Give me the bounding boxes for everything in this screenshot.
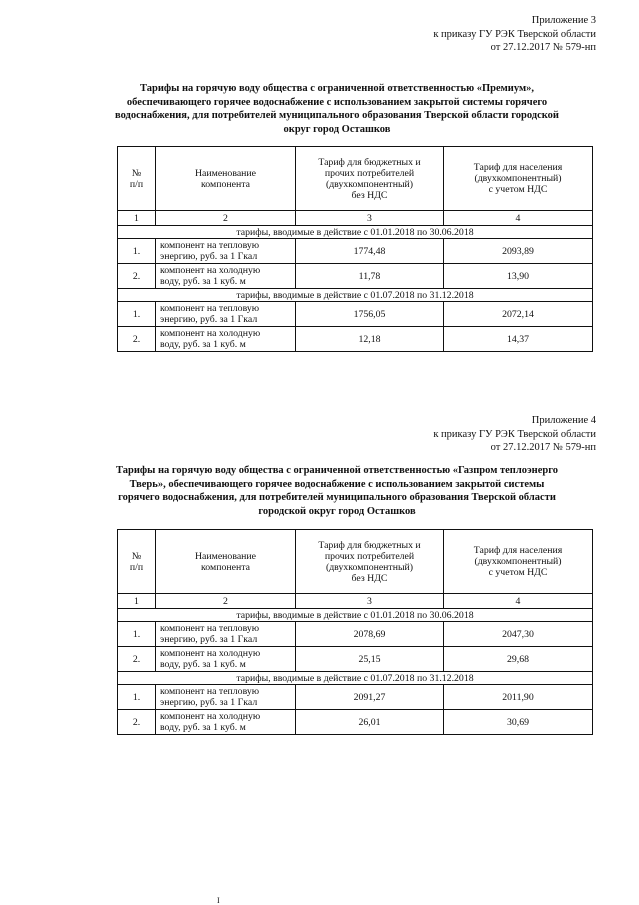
title-line: водоснабжения, для потребителей муниципального образования Тверской области городской: [115, 110, 559, 121]
header-number: № п/п: [118, 147, 156, 211]
row-number: 2.: [118, 710, 156, 735]
header-population-tariff: Тариф для населения (двухкомпонентный) с учетом НДС: [444, 147, 593, 211]
column-index: 1: [118, 211, 156, 226]
row-population-value: 2047,30: [444, 622, 593, 647]
row-number: 1.: [118, 685, 156, 710]
tariff-table-3: [117, 146, 593, 352]
annex-number: Приложение 3: [531, 15, 596, 26]
row-budget-value: 2091,27: [296, 685, 444, 710]
header-number: № п/п: [118, 530, 156, 594]
header-population-tariff: Тариф для населения (двухкомпонентный) с учетом НДС: [444, 530, 593, 594]
header-component: Наименование компонента: [156, 530, 296, 594]
title-line: городской округ город Осташков: [258, 505, 416, 517]
annex-number: Приложение 4: [531, 415, 596, 426]
table-row: [118, 264, 593, 289]
annex-header-4: [433, 414, 596, 455]
row-number: 2.: [118, 647, 156, 672]
row-budget-value: 2078,69: [296, 622, 444, 647]
period-label: тарифы, вводимые в действие с 01.01.2018 по 30.06.2018: [118, 226, 593, 239]
title-line: Тарифы на горячую воду общества с ограниченной ответственностью «Газпром теплоэнерго: [116, 465, 558, 476]
header-budget-tariff: Тариф для бюджетных и прочих потребителей (двухкомпонентный) без НДС: [296, 147, 444, 211]
row-component: компонент на холодную воду, руб. за 1 куб. м: [156, 710, 296, 735]
annex-header-3: [433, 14, 596, 55]
annex-order: к приказу ГУ РЭК Тверской области: [433, 28, 596, 40]
document-title-3: [96, 82, 578, 136]
column-index-row: [118, 594, 593, 609]
row-budget-value: 25,15: [296, 647, 444, 672]
title-line: Тверь», обеспечивающего горячее водоснабжение с использованием закрытой системы: [129, 478, 545, 490]
row-budget-value: 1756,05: [296, 302, 444, 327]
row-number: 1.: [118, 302, 156, 327]
row-component: компонент на тепловую энергию, руб. за 1 Гкал: [156, 622, 296, 647]
row-component: компонент на холодную воду, руб. за 1 куб. м: [156, 647, 296, 672]
row-number: 2.: [118, 264, 156, 289]
row-number: 1.: [118, 239, 156, 264]
row-component: компонент на холодную воду, руб. за 1 куб. м: [156, 264, 296, 289]
column-index-row: [118, 211, 593, 226]
period-label: тарифы, вводимые в действие с 01.07.2018 по 31.12.2018: [118, 289, 593, 302]
column-index: 2: [156, 211, 296, 226]
title-line: обеспечивающего горячее водоснабжение с использованием закрытой системы горячего: [126, 96, 548, 108]
column-index: 3: [296, 594, 444, 609]
table-row: [118, 710, 593, 735]
table-row: [118, 685, 593, 710]
row-population-value: 2093,89: [444, 239, 593, 264]
row-number: 1.: [118, 622, 156, 647]
page-mark: I: [217, 896, 220, 905]
annex-date: от 27.12.2017 № 579-нп: [490, 42, 596, 53]
column-index: 1: [118, 594, 156, 609]
row-number: 2.: [118, 327, 156, 352]
row-budget-value: 26,01: [296, 710, 444, 735]
period-row: [118, 289, 593, 302]
row-population-value: 13,90: [444, 264, 593, 289]
table-row: [118, 647, 593, 672]
row-population-value: 2011,90: [444, 685, 593, 710]
row-population-value: 14,37: [444, 327, 593, 352]
row-component: компонент на холодную воду, руб. за 1 куб. м: [156, 327, 296, 352]
table-row: [118, 622, 593, 647]
row-population-value: 30,69: [444, 710, 593, 735]
header-component: Наименование компонента: [156, 147, 296, 211]
period-row: [118, 609, 593, 622]
header-budget-tariff: Тариф для бюджетных и прочих потребителей (двухкомпонентный) без НДС: [296, 530, 444, 594]
column-index: 4: [444, 594, 593, 609]
row-population-value: 2072,14: [444, 302, 593, 327]
table-header-row: [118, 147, 593, 211]
period-row: [118, 672, 593, 685]
period-label: тарифы, вводимые в действие с 01.01.2018 по 30.06.2018: [118, 609, 593, 622]
table-row: [118, 302, 593, 327]
table-row: [118, 239, 593, 264]
title-line: округ город Осташков: [283, 123, 391, 135]
column-index: 3: [296, 211, 444, 226]
row-budget-value: 11,78: [296, 264, 444, 289]
table-header-row: [118, 530, 593, 594]
annex-order: к приказу ГУ РЭК Тверской области: [433, 428, 596, 440]
row-component: компонент на тепловую энергию, руб. за 1 Гкал: [156, 685, 296, 710]
table-row: [118, 327, 593, 352]
column-index: 2: [156, 594, 296, 609]
title-line: горячего водоснабжения, для потребителей муниципального образования Тверской области: [118, 492, 556, 503]
row-component: компонент на тепловую энергию, руб. за 1 Гкал: [156, 239, 296, 264]
annex-date: от 27.12.2017 № 579-нп: [490, 442, 596, 453]
row-budget-value: 12,18: [296, 327, 444, 352]
document-title-4: [96, 464, 578, 518]
period-label: тарифы, вводимые в действие с 01.07.2018 по 31.12.2018: [118, 672, 593, 685]
row-component: компонент на тепловую энергию, руб. за 1 Гкал: [156, 302, 296, 327]
period-row: [118, 226, 593, 239]
column-index: 4: [444, 211, 593, 226]
title-line: Тарифы на горячую воду общества с ограниченной ответственностью «Премиум»,: [139, 83, 534, 94]
tariff-table-4: [117, 529, 593, 735]
row-population-value: 29,68: [444, 647, 593, 672]
row-budget-value: 1774,48: [296, 239, 444, 264]
